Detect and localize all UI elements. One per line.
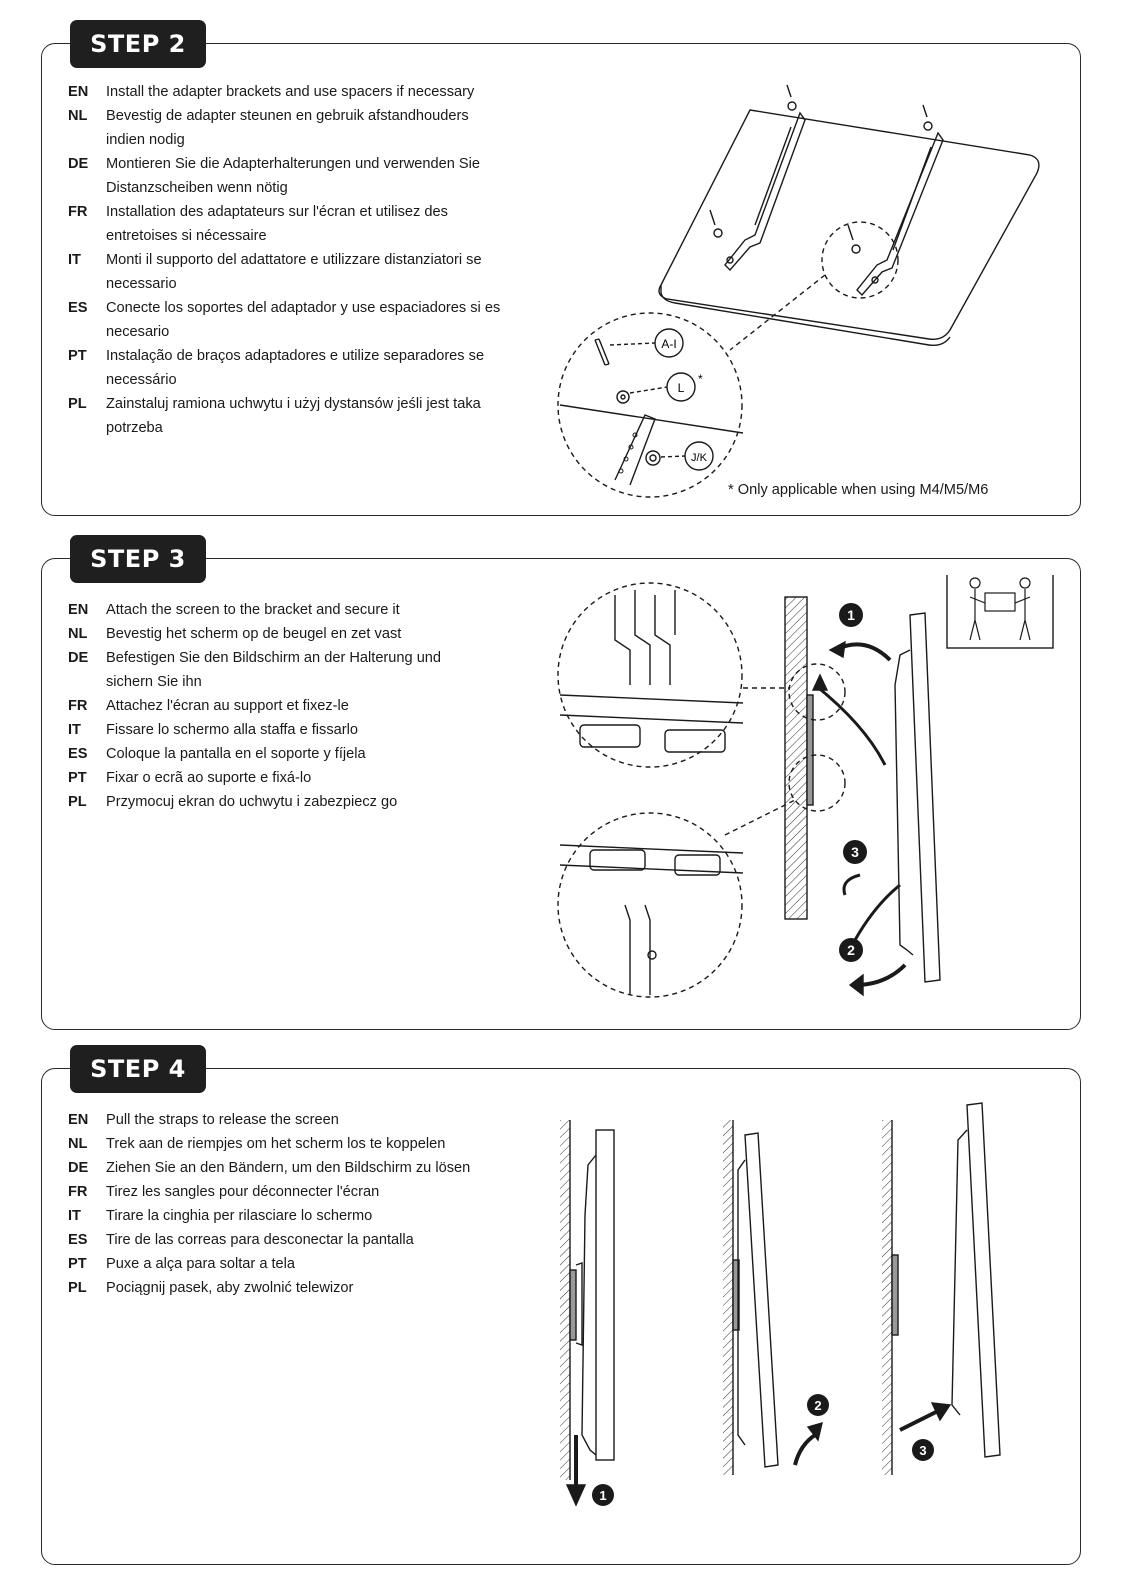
step-2-illustration bbox=[555, 75, 1055, 505]
step-number: 3 bbox=[919, 1443, 927, 1458]
instruction-row: NL Bevestig het scherm op de beugel en zet vast bbox=[68, 626, 402, 642]
step-number: 2 bbox=[847, 942, 855, 958]
instruction-row: IT Fissare lo schermo alla staffa e fissarlo bbox=[68, 722, 358, 738]
instruction-row: DE Befestigen Sie den Bildschirm an der Halterung und sichern Sie ihn bbox=[68, 650, 442, 690]
instruction-row: NL Trek aan de riempjes om het scherm los te koppelen bbox=[68, 1136, 446, 1152]
instruction-row: FR Tirez les sangles pour déconnecter l'écran bbox=[68, 1184, 380, 1200]
step-3-instructions bbox=[68, 598, 506, 814]
instruction-row: PL Zainstaluj ramiona uchwytu i użyj dystansów jeśli jest taka potrzeba bbox=[68, 396, 481, 436]
instruction-row: FR Installation des adaptateurs sur l'écran et utilisez des entretoises si nécessaire bbox=[68, 204, 448, 244]
step-3-badge: STEP 3 bbox=[70, 535, 206, 583]
instruction-row: ES Coloque la pantalla en el soporte y fíjela bbox=[68, 746, 366, 762]
step-number: 1 bbox=[599, 1488, 607, 1503]
step-2-badge: STEP 2 bbox=[70, 20, 206, 68]
instruction-row: PL Pociągnij pasek, aby zwolnić telewizor bbox=[68, 1280, 354, 1296]
callout-mark: * bbox=[698, 372, 703, 386]
step-number: 1 bbox=[847, 607, 855, 623]
step-4-illustration bbox=[560, 1095, 1040, 1535]
footnote: * Only applicable when using M4/M5/M6 bbox=[728, 482, 989, 498]
callout-label: A-I bbox=[661, 337, 677, 351]
instruction-row: EN Install the adapter brackets and use spacers if necessary bbox=[68, 84, 475, 100]
step-4-badge: STEP 4 bbox=[70, 1045, 206, 1093]
instruction-row: PT Instalação de braços adaptadores e utilize separadores se necessário bbox=[68, 348, 485, 388]
instruction-row: PL Przymocuj ekran do uchwytu i zabezpiecz go bbox=[68, 794, 398, 810]
instruction-row: DE Montieren Sie die Adapterhalterungen und verwenden Sie Distanzscheiben wenn nötig bbox=[68, 156, 481, 196]
instruction-row: ES Tire de las correas para desconectar la pantalla bbox=[68, 1232, 414, 1248]
step-number: 3 bbox=[851, 844, 859, 860]
instruction-row: ES Conecte los soportes del adaptador y use espaciadores si es necesario bbox=[68, 300, 501, 340]
instruction-row: PT Puxe a alça para soltar a tela bbox=[68, 1256, 296, 1272]
instruction-row: IT Monti il supporto del adattatore e utilizzare distanziatori se necessario bbox=[68, 252, 482, 292]
step-3-illustration bbox=[555, 575, 1075, 1015]
instruction-row: DE Ziehen Sie an den Bändern, um den Bildschirm zu lösen bbox=[68, 1160, 471, 1176]
callout-label: L bbox=[677, 381, 685, 395]
step-4-instructions bbox=[68, 1108, 506, 1300]
instruction-row: EN Attach the screen to the bracket and secure it bbox=[68, 602, 400, 618]
instruction-row: PT Fixar o ecrã ao suporte e fixá-lo bbox=[68, 770, 312, 786]
step-number: 2 bbox=[814, 1398, 822, 1413]
instruction-row: FR Attachez l'écran au support et fixez-le bbox=[68, 698, 349, 714]
instruction-row: EN Pull the straps to release the screen bbox=[68, 1112, 339, 1128]
step-2-instructions bbox=[68, 80, 526, 440]
instruction-row: NL Bevestig de adapter steunen en gebruik afstandhouders indien nodig bbox=[68, 108, 469, 148]
callout-label: J/K bbox=[691, 452, 707, 464]
instruction-row: IT Tirare la cinghia per rilasciare lo schermo bbox=[68, 1208, 373, 1224]
